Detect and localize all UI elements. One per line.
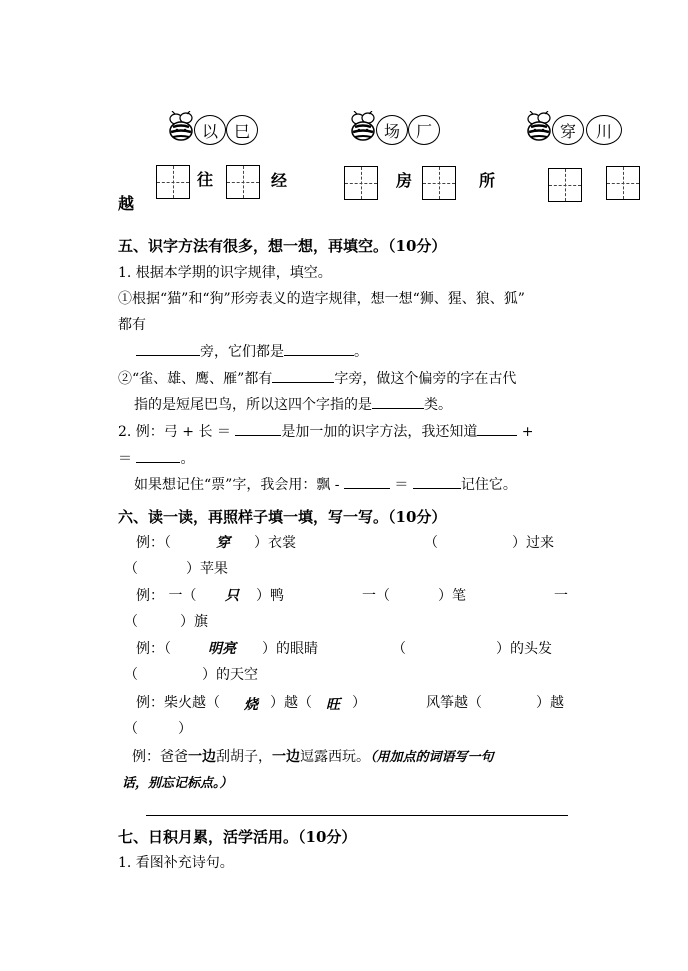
- section-5-title: 五、识字方法有很多，想一想，再填空。（10分）: [118, 237, 447, 255]
- text: ）旗: [180, 614, 208, 630]
- text: （: [392, 641, 406, 657]
- text: ）鸭: [256, 588, 284, 604]
- answer-blank[interactable]: [372, 394, 424, 409]
- s5-q1: 1. 根据本学期的识字规律，填空。: [118, 265, 332, 281]
- text: 一: [554, 588, 568, 604]
- grid-word: 房: [396, 171, 413, 190]
- s5-q1b-line2: [134, 394, 452, 414]
- s6-r5-line1: [132, 746, 494, 766]
- oval-char: 穿: [552, 115, 584, 145]
- text: ）衣裳: [254, 535, 296, 551]
- s5-q1a-line1: ①根据“猫”和“狗”形旁表义的造字规律，想一想“狮、猩、狼、狐”: [118, 291, 525, 307]
- grid-word: 经: [271, 171, 288, 190]
- dotted-word: 一边: [188, 749, 216, 765]
- text: 记住它。: [460, 477, 517, 493]
- text: 风筝越（: [426, 695, 482, 711]
- example-answer: 穿: [216, 535, 230, 551]
- text: 指的是短尾巴鸟，所以这四个字指的是: [134, 397, 372, 413]
- s5-q1b-line1: [118, 368, 516, 388]
- s5-q2-line3: [134, 474, 517, 494]
- section-6-title: 六、读一读，再照样子填一填，写一写。（10分）: [118, 508, 447, 526]
- instruction: 话，别忘记标点。）: [122, 776, 233, 791]
- oval-char: 厂: [408, 115, 440, 145]
- text: 例：爸爸: [132, 749, 188, 765]
- answer-blank[interactable]: [235, 421, 281, 436]
- text: （: [124, 614, 138, 630]
- s5-q2-line1: [118, 421, 534, 441]
- instruction: （用加点的词语写一句: [370, 750, 494, 765]
- text: 类。: [424, 397, 452, 413]
- s5-q2-line2: [118, 448, 194, 468]
- grid-label: 越: [118, 194, 135, 213]
- text: ）的天空: [202, 667, 258, 683]
- grid-word: 所: [479, 171, 496, 190]
- text: ）苹果: [186, 561, 228, 577]
- answer-blank[interactable]: [136, 448, 180, 463]
- text: ）笔: [438, 588, 466, 604]
- example-answer: 明亮: [208, 641, 236, 657]
- text: ②“雀、雄、鹰、雁”都有: [118, 371, 273, 387]
- text: ）的眼睛: [262, 641, 318, 657]
- text: ）: [352, 695, 366, 711]
- writing-grid-box[interactable]: [548, 168, 582, 202]
- text: ）: [178, 721, 192, 737]
- text: ）的头发: [496, 641, 552, 657]
- text: 2. 例：弓 + 长 ＝: [118, 424, 231, 440]
- text: 例：柴火越（: [136, 695, 220, 711]
- text: 逗露西玩。: [300, 749, 370, 765]
- text: 例： 一（: [136, 588, 197, 604]
- text: 。: [180, 451, 195, 467]
- text: ）越（: [270, 695, 312, 711]
- answer-blank[interactable]: [136, 341, 200, 356]
- text: （: [124, 561, 138, 577]
- oval-char: 场: [376, 115, 408, 145]
- text: ＝: [394, 477, 409, 493]
- text: 例：（: [136, 641, 171, 657]
- writing-grid-box[interactable]: [422, 166, 456, 200]
- s5-q1a-line3: [136, 341, 368, 361]
- answer-blank[interactable]: [413, 474, 461, 489]
- text: 例：（: [136, 535, 171, 551]
- text: （: [424, 535, 438, 551]
- text: 刮胡子，: [216, 749, 272, 765]
- oval-char: 巳: [226, 115, 258, 145]
- answer-line[interactable]: [146, 815, 568, 816]
- text: +: [521, 424, 534, 440]
- text: （: [124, 667, 138, 683]
- writing-grid-box[interactable]: [156, 165, 190, 199]
- writing-grid-box[interactable]: [606, 166, 640, 200]
- oval-char: 川: [586, 115, 622, 145]
- text: 字旁，做这个偏旁的字在古代: [334, 371, 517, 387]
- text: 如果想记住“票”字，我会用：飘 -: [134, 477, 340, 493]
- dotted-word: 一边: [272, 749, 300, 765]
- bee-icon: [522, 111, 556, 143]
- example-answer: 烧: [244, 697, 258, 713]
- answer-blank[interactable]: [344, 474, 390, 489]
- grid-word: 往: [197, 170, 214, 189]
- answer-blank[interactable]: [272, 368, 334, 383]
- section-7-title: 七、日积月累，活学活用。（10分）: [118, 828, 357, 846]
- text: ）越: [536, 695, 564, 711]
- example-answer: 旺: [326, 697, 340, 713]
- text: 是加一加的识字方法，我还知道: [281, 424, 478, 440]
- answer-blank[interactable]: [477, 421, 517, 436]
- s7-q1: 1. 看图补充诗句。: [118, 855, 234, 871]
- text: （: [124, 721, 138, 737]
- bee-icon: [164, 111, 198, 143]
- s5-q1a-line2: 都有: [118, 317, 146, 333]
- answer-blank[interactable]: [284, 341, 354, 356]
- text: 旁，它们都是: [200, 344, 284, 360]
- text: ）过来: [512, 535, 554, 551]
- text: 。: [354, 344, 368, 360]
- text: ＝: [118, 451, 132, 467]
- text: 一（: [362, 588, 390, 604]
- oval-char: 以: [194, 115, 226, 145]
- writing-grid-box[interactable]: [226, 165, 260, 199]
- example-answer: 只: [225, 588, 239, 604]
- writing-grid-box[interactable]: [344, 166, 378, 200]
- bee-icon: [346, 111, 380, 143]
